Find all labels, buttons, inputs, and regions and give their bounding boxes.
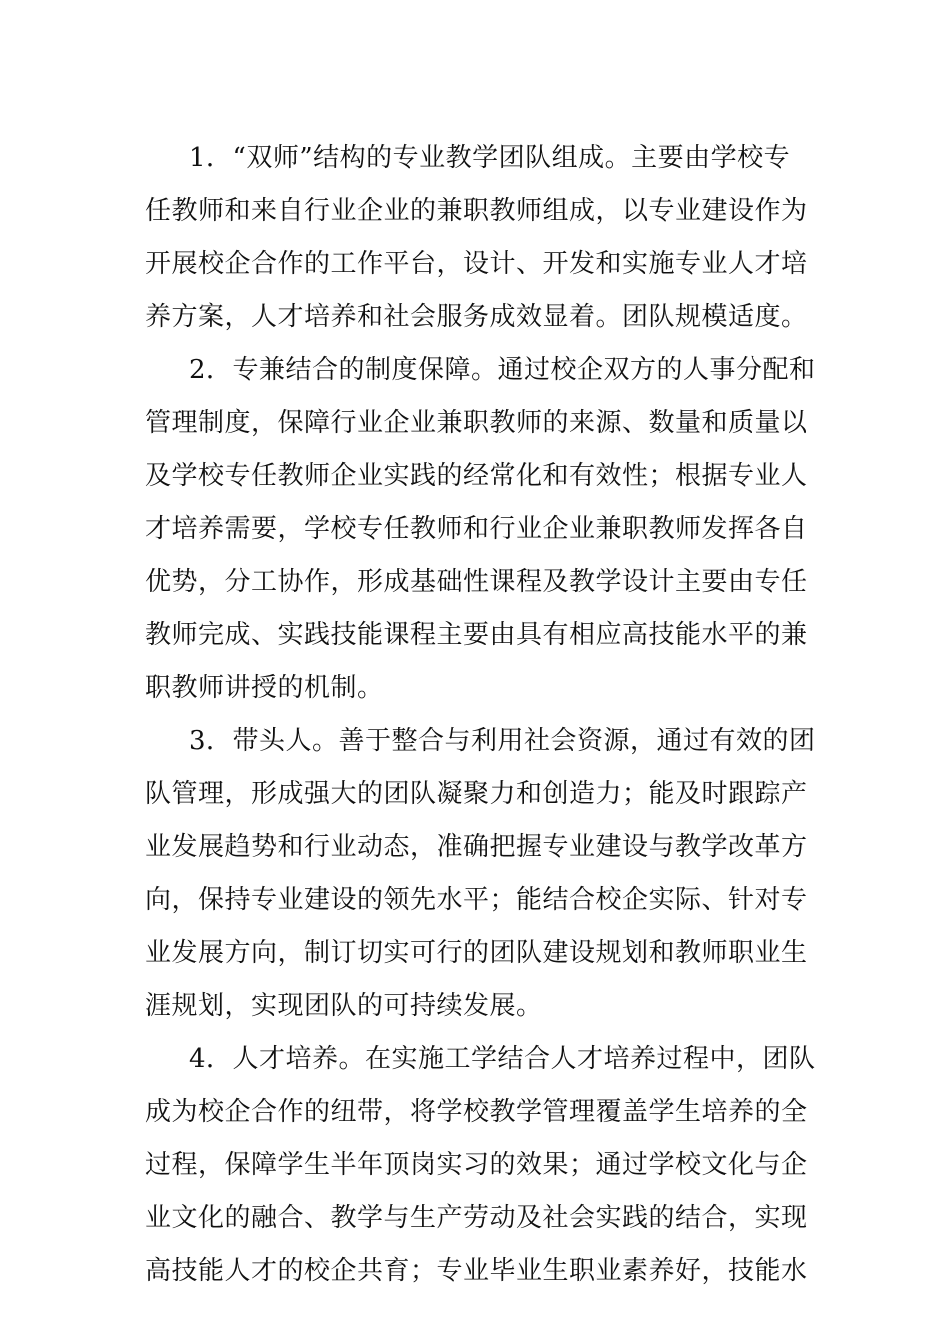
paragraph-line: 成为校企合作的纽带，将学校教学管理覆盖学生培养的全 (145, 1097, 808, 1127)
paragraph-line: 高技能人才的校企共育；专业毕业生职业素养好，技能水 (145, 1256, 808, 1286)
paragraph-line: 及学校专任教师企业实践的经常化和有效性；根据专业人 (145, 461, 808, 491)
document-body (145, 132, 825, 1298)
paragraph-line: 1．“双师”结构的专业教学团队组成。主要由学校专 (189, 143, 791, 173)
paragraph-line: 任教师和来自行业企业的兼职教师组成，以专业建设作为 (145, 196, 808, 226)
paragraph-1 (145, 132, 825, 344)
paragraph-2 (145, 344, 825, 715)
paragraph-line: 业发展趋势和行业动态，准确把握专业建设与教学改革方 (145, 832, 808, 862)
paragraph-line: 才培养需要，学校专任教师和行业企业兼职教师发挥各自 (145, 514, 808, 544)
paragraph-line: 过程，保障学生半年顶岗实习的效果；通过学校文化与企 (145, 1150, 808, 1180)
paragraph-line: 涯规划，实现团队的可持续发展。 (145, 991, 543, 1021)
paragraph-line: 职教师讲授的机制。 (145, 673, 384, 703)
paragraph-line: 养方案，人才培养和社会服务成效显着。团队规模适度。 (145, 302, 808, 332)
paragraph-3 (145, 715, 825, 1033)
paragraph-line: 开展校企合作的工作平台，设计、开发和实施专业人才培 (145, 249, 808, 279)
paragraph-line: 2．专兼结合的制度保障。通过校企双方的人事分配和 (189, 355, 816, 385)
paragraph-4 (145, 1033, 825, 1298)
paragraph-line: 管理制度，保障行业企业兼职教师的来源、数量和质量以 (145, 408, 808, 438)
paragraph-line: 业文化的融合、教学与生产劳动及社会实践的结合，实现 (145, 1203, 808, 1233)
paragraph-line: 向，保持专业建设的领先水平；能结合校企实际、针对专 (145, 885, 808, 915)
paragraph-line: 业发展方向，制订切实可行的团队建设规划和教师职业生 (145, 938, 808, 968)
paragraph-line: 教师完成、实践技能课程主要由具有相应高技能水平的兼 (145, 620, 808, 650)
paragraph-line: 3．带头人。善于整合与利用社会资源，通过有效的团 (189, 726, 816, 756)
paragraph-line: 队管理，形成强大的团队凝聚力和创造力；能及时跟踪产 (145, 779, 808, 809)
paragraph-line: 优势，分工协作，形成基础性课程及教学设计主要由专任 (145, 567, 808, 597)
paragraph-line: 4．人才培养。在实施工学结合人才培养过程中，团队 (189, 1044, 816, 1074)
